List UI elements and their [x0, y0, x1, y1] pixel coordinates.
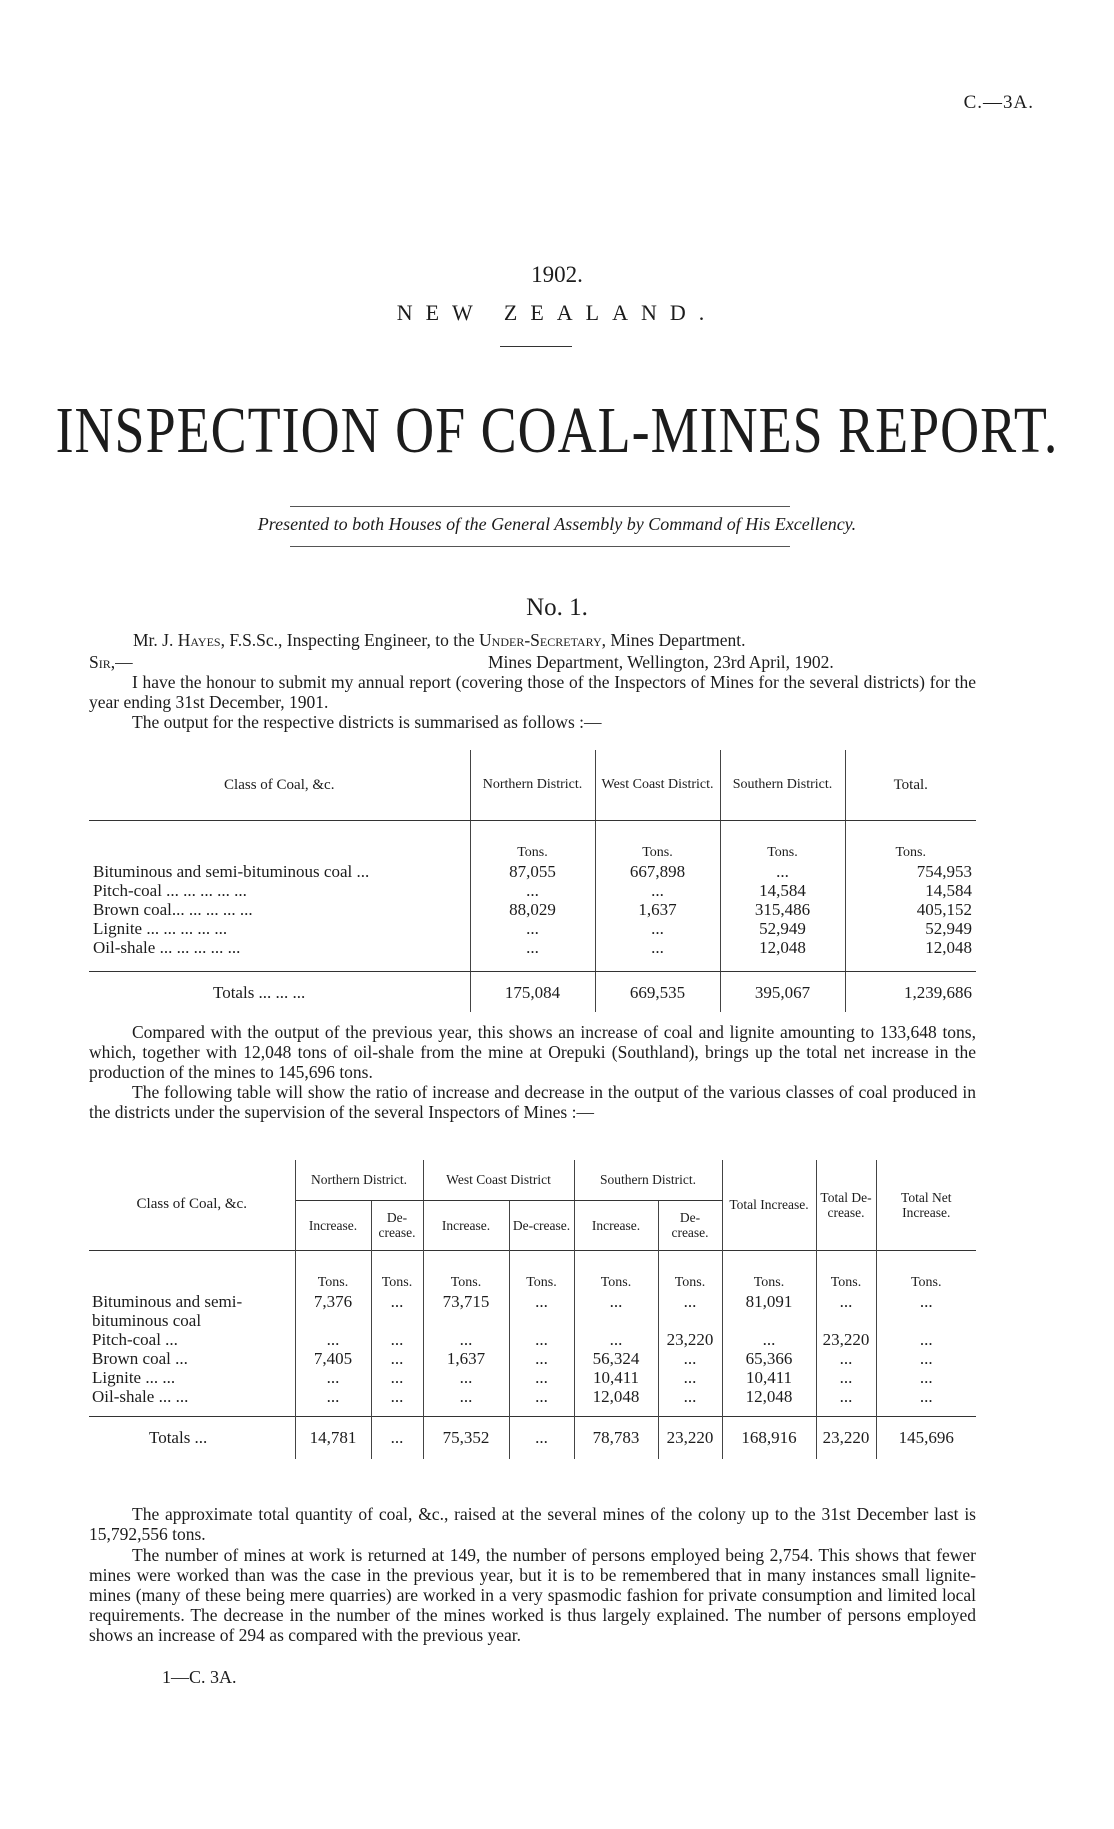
table-row: Pitch-coal ... ... ... ... ... ... ... 14,584 14,584 [89, 881, 976, 900]
country-heading: NEW ZEALAND. [396, 300, 718, 325]
unit-label: Tons. [658, 1273, 722, 1292]
paragraph-intro: I have the honour to submit my annual report (covering those of the Inspectors of Mines for the several districts) for the year ending 31st December, 1901. [89, 672, 976, 712]
table-row: Bituminous and semi-bituminous coal ... 87,055 667,898 ... 754,953 [89, 862, 976, 881]
table-row: Pitch-coal ... ... ... ... ... ... 23,220 ... 23,220 ... [89, 1330, 976, 1349]
salutation: Sir,— [89, 652, 133, 672]
table-row: Oil-shale ... ... ... ... ... ... ... 12,048 12,048 [89, 938, 976, 957]
unit-label: Tons. [470, 843, 595, 862]
page-identifier: C.—3A. [963, 92, 1034, 113]
column-header: Increase. [423, 1200, 509, 1250]
unit-label: Tons. [816, 1273, 876, 1292]
paragraph-total-quantity: The approximate total quantity of coal, &c., raised at the several mines of the colony up to the 31st December last is 15,792,556 tons. [89, 1504, 976, 1544]
paragraph-comparison: Compared with the output of the previous year, this shows an increase of coal and lignite amounting to 133,648 tons, which, together with 12,048 tons of oil-shale from the mine at Orepuki (Southland), brings up the total net increase in the production of the mines to 145,696 tons. [89, 1022, 976, 1082]
letter-address: Mines Department, Wellington, 23rd April, 1902. [488, 652, 834, 672]
page-footer: 1—C. 3A. [162, 1667, 237, 1687]
document-number: No. 1. [526, 594, 588, 621]
report-title: INSPECTION OF COAL-MINES REPORT. [55, 393, 1059, 467]
table-row: Brown coal ... 7,405 ... 1,637 ... 56,324 ... 65,366 ... ... [89, 1349, 976, 1368]
unit-label: Tons. [371, 1273, 423, 1292]
column-header: De-crease. [658, 1200, 722, 1250]
column-header: De-crease. [509, 1200, 574, 1250]
paragraph-summary-lead: The output for the respective districts is summarised as follows :— [132, 712, 602, 732]
table-row: Bituminous and semi- bituminous coal 7,376 ... 73,715 ... ... ... 81,091 ... ... [89, 1292, 976, 1330]
column-header: Increase. [574, 1200, 658, 1250]
column-header: Southern District. [574, 1160, 722, 1200]
totals-row: Totals ... 14,781 ... 75,352 ... 78,783 23,220 168,916 23,220 145,696 [89, 1416, 976, 1459]
column-header: West Coast District [423, 1160, 574, 1200]
letter-from-line: Mr. J. Hayes, F.S.Sc., Inspecting Engineer, to the Under-Secretary, Mines Department. [133, 630, 746, 650]
ratio-table [89, 1160, 976, 1459]
output-table [89, 750, 976, 1012]
unit-label: Tons. [910, 1274, 942, 1290]
column-header: Class of Coal, &c. [89, 1160, 295, 1250]
unit-label: Tons. [720, 843, 845, 862]
column-header: Total Increase. [722, 1160, 816, 1250]
column-header: Northern District. [470, 750, 595, 821]
column-header: Increase. [295, 1200, 371, 1250]
unit-label: Tons. [423, 1273, 509, 1292]
table-row: Lignite ... ... ... ... ... ... ... 52,949 52,949 [89, 919, 976, 938]
column-header: Class of Coal, &c. [89, 750, 470, 821]
presented-line: Presented to both Houses of the General Assembly by Command of His Excellency. [257, 514, 857, 534]
column-header: Southern District. [720, 750, 845, 821]
table-row: Oil-shale ... ... ... ... ... ... 12,048 ... 12,048 ... ... [89, 1387, 976, 1406]
column-header: Northern District. [295, 1160, 423, 1200]
column-header: West Coast District. [595, 750, 720, 821]
table-row: Brown coal... ... ... ... ... 88,029 1,637 315,486 405,152 [89, 900, 976, 919]
table-row: Lignite ... ... ... ... ... ... 10,411 ... 10,411 ... ... [89, 1368, 976, 1387]
divider [500, 346, 572, 347]
unit-label: Tons. [895, 845, 927, 860]
unit-label: Tons. [722, 1273, 816, 1292]
column-header: Total De-crease. [816, 1160, 876, 1250]
column-header: Total. [845, 750, 976, 821]
paragraph-mines-count: The number of mines at work is returned at 149, the number of persons employed being 2,754. This shows that fewer mines were worked than was the case in the previous year, but it is to be remembered that in many instances small lignite-mines (many of these being mere quarries) are worked in a very spasmodic fashion for private consumption and limited local requirements. The decrease in the number of the mines worked is thus largely explained. The number of persons employed shows an increase of 294 as compared with the previous year. [89, 1545, 976, 1645]
totals-row: Totals ... ... ... 175,084 669,535 395,067 1,239,686 [89, 972, 976, 1013]
unit-label: Tons. [574, 1273, 658, 1292]
report-year: 1902. [531, 262, 583, 287]
paragraph-ratio-lead: The following table will show the ratio of increase and decrease in the output of the various classes of coal produced in the districts under the supervision of the several Inspectors of Mines :— [89, 1082, 976, 1122]
unit-label: Tons. [295, 1273, 371, 1292]
unit-label: Tons. [595, 843, 720, 862]
divider [290, 506, 790, 507]
column-header: De-crease. [371, 1200, 423, 1250]
divider [290, 546, 790, 547]
column-header: Total Net Increase. [901, 1189, 952, 1220]
unit-label: Tons. [509, 1273, 574, 1292]
